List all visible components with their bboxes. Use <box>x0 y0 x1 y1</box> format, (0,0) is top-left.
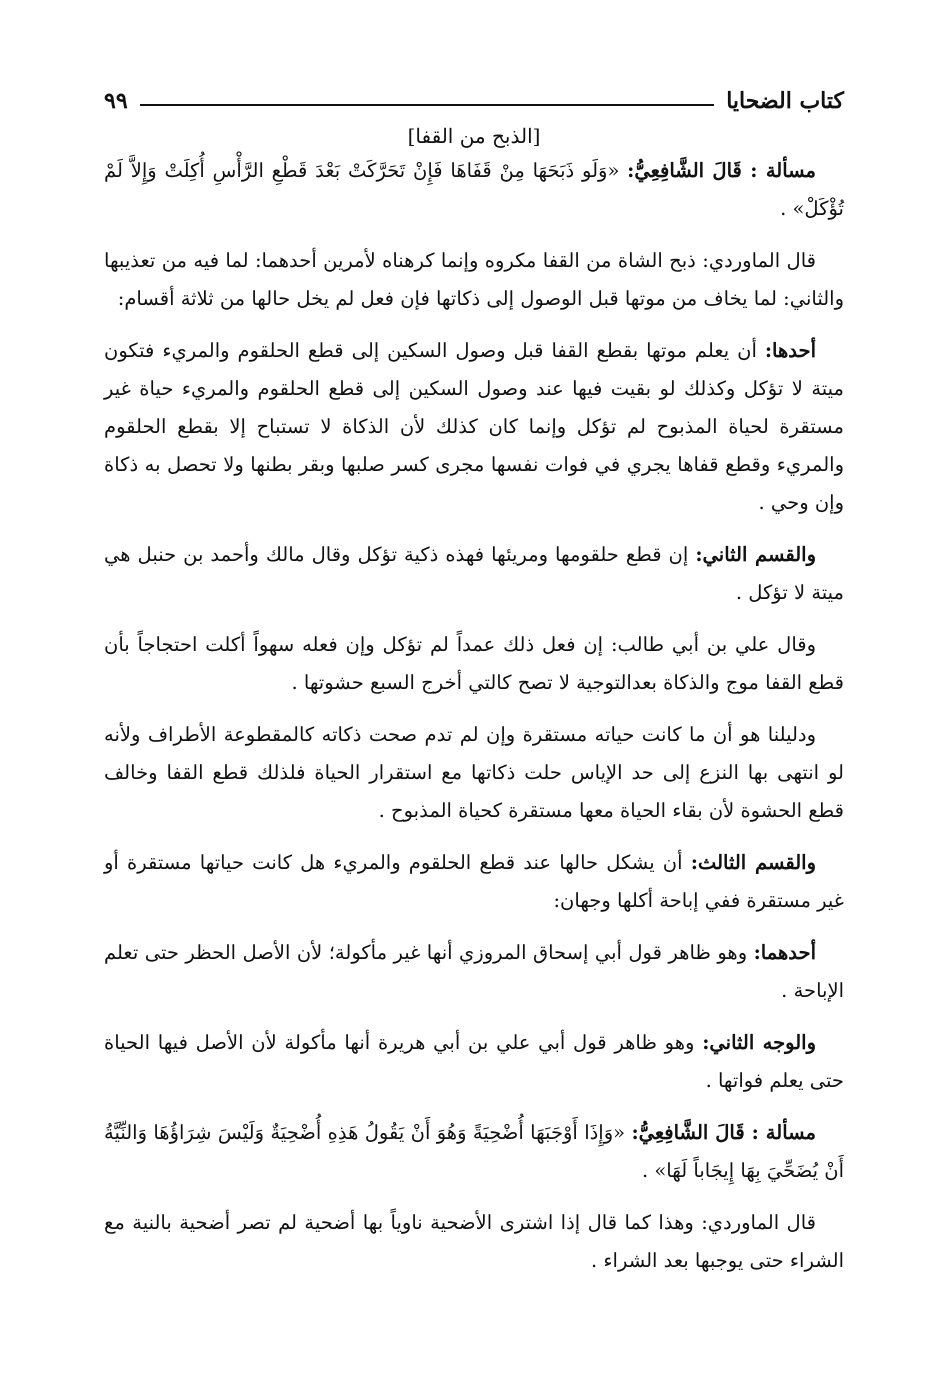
paragraph-lead: أحدها: <box>764 339 816 362</box>
paragraph <box>104 1204 844 1280</box>
paragraph-lead: والقسم الثالث: <box>690 851 816 874</box>
paragraph <box>104 626 844 702</box>
paragraph <box>104 332 844 522</box>
paragraph-text: قال الماوردي: ذبح الشاة من القفا مكروه وإنما كرهناه لأمرين أحدهما: لما فيه من تعذيبها والثاني: لما يخاف من موتها قبل الوصول إلى ذكاتها فإن فعل لم يخل حالها من ثلاثة أقسام: <box>104 249 844 310</box>
paragraph <box>104 536 844 612</box>
paragraph-text: «وَلَو ذَبَحَهَا مِنْ قَفَاهَا فَإِنْ تَحَرَّكَتْ بَعْدَ قَطْعِ الرَّأْسِ أُكِلَتْ وَإِلاَّ لَمْ تُؤْكَلْ» . <box>104 159 844 220</box>
section-heading: [الذبح من القفا] <box>407 124 541 148</box>
paragraph-lead: أحدهما: <box>753 941 816 964</box>
paragraph-text: ودليلنا هو أن ما كانت حياته مستقرة وإن لم تدم صحت ذكاته كالمقطوعة الأطراف ولأنه لو انتهى بها النزع إلى حد الإياس حلت ذكاتها مع استقرار الحياة فلذلك قطع القفا وخالف قطع الحشوة لأن بقاء الحياة معها مستقرة كحياة المذبوح . <box>104 723 844 822</box>
paragraph <box>104 716 844 830</box>
paragraph-lead: والقسم الثاني: <box>695 543 816 566</box>
paragraph-text: إن قطع حلقومها ومريئها فهذه ذكية تؤكل وقال مالك وأحمد بن حنبل هي ميتة لا تؤكل . <box>104 543 844 604</box>
running-header <box>104 84 844 118</box>
paragraph-text: «وَإِذَا أَوْجَبَهَا أُضْحِيَةً وَهُوَ أَنْ يَقُولُ هَذِهِ أُضْحِيَةٌ وَلَيْسَ شِرَاؤُهَا وَالنِّيَّةُ أَنْ يُضَحِّيَ بِهَا إِيجَاباً لَهَا» . <box>104 1121 844 1182</box>
book-title: كتاب الضحايا <box>726 88 844 114</box>
paragraph-text: وهو ظاهر قول أبي إسحاق المروزي أنها غير مأكولة؛ لأن الأصل الحظر حتى تعلم الإباحة . <box>104 941 844 1002</box>
paragraph-text: وقال علي بن أبي طالب: إن فعل ذلك عمداً لم تؤكل وإن فعله سهواً أكلت احتجاجاً بأن قطع القفا موج والذكاة بعدالتوجية لا تصح كالتي أخرج السبع حشوتها . <box>104 633 844 694</box>
paragraph-text: أن يعلم موتها بقطع القفا قبل وصول السكين إلى قطع الحلقوم والمريء فتكون ميتة لا تؤكل وكذلك لو بقيت فيها عند وصول السكين إلى قطع الحلقوم والمريء حياة غير مستقرة لحياة المذبوح لم تؤكل وإنما كان كذلك لأن الذكاة لا تستباح إلا بقطع الحلقوم والمريء وقطع قفاها يجري في فوات نفسها مجرى كسر صلبها وبقر بطنها ولا تحصل به ذكاة وإن وحي . <box>104 339 844 514</box>
paragraph <box>104 152 844 228</box>
page-number: ٩٩ <box>104 88 128 114</box>
paragraph-text: أن يشكل حالها عند قطع الحلقوم والمريء هل كانت حياتها مستقرة أو غير مستقرة ففي إباحة أكلها وجهان: <box>104 851 844 912</box>
paragraph <box>104 1024 844 1100</box>
paragraph-lead: مسألة : قَالَ الشَّافِعِيُّ: <box>627 159 816 182</box>
paragraph-text: وهو ظاهر قول أبي علي بن أبي هريرة أنها مأكولة لأن الأصل فيها الحياة حتى يعلم فواتها . <box>104 1031 844 1092</box>
paragraph <box>104 242 844 318</box>
header-rule <box>140 104 715 106</box>
paragraph-lead: والوجه الثاني: <box>702 1031 816 1054</box>
paragraph <box>104 1114 844 1190</box>
paragraph-text: قال الماوردي: وهذا كما قال إذا اشترى الأضحية ناوياً بها أضحية لم تصر أضحية بالنية مع الشراء حتى يوجبها بعد الشراء . <box>104 1211 844 1272</box>
book-page <box>104 84 844 1294</box>
paragraph-lead: مسألة : قَالَ الشَّافِعِيُّ: <box>631 1121 816 1144</box>
paragraph <box>104 844 844 920</box>
paragraph <box>104 934 844 1010</box>
